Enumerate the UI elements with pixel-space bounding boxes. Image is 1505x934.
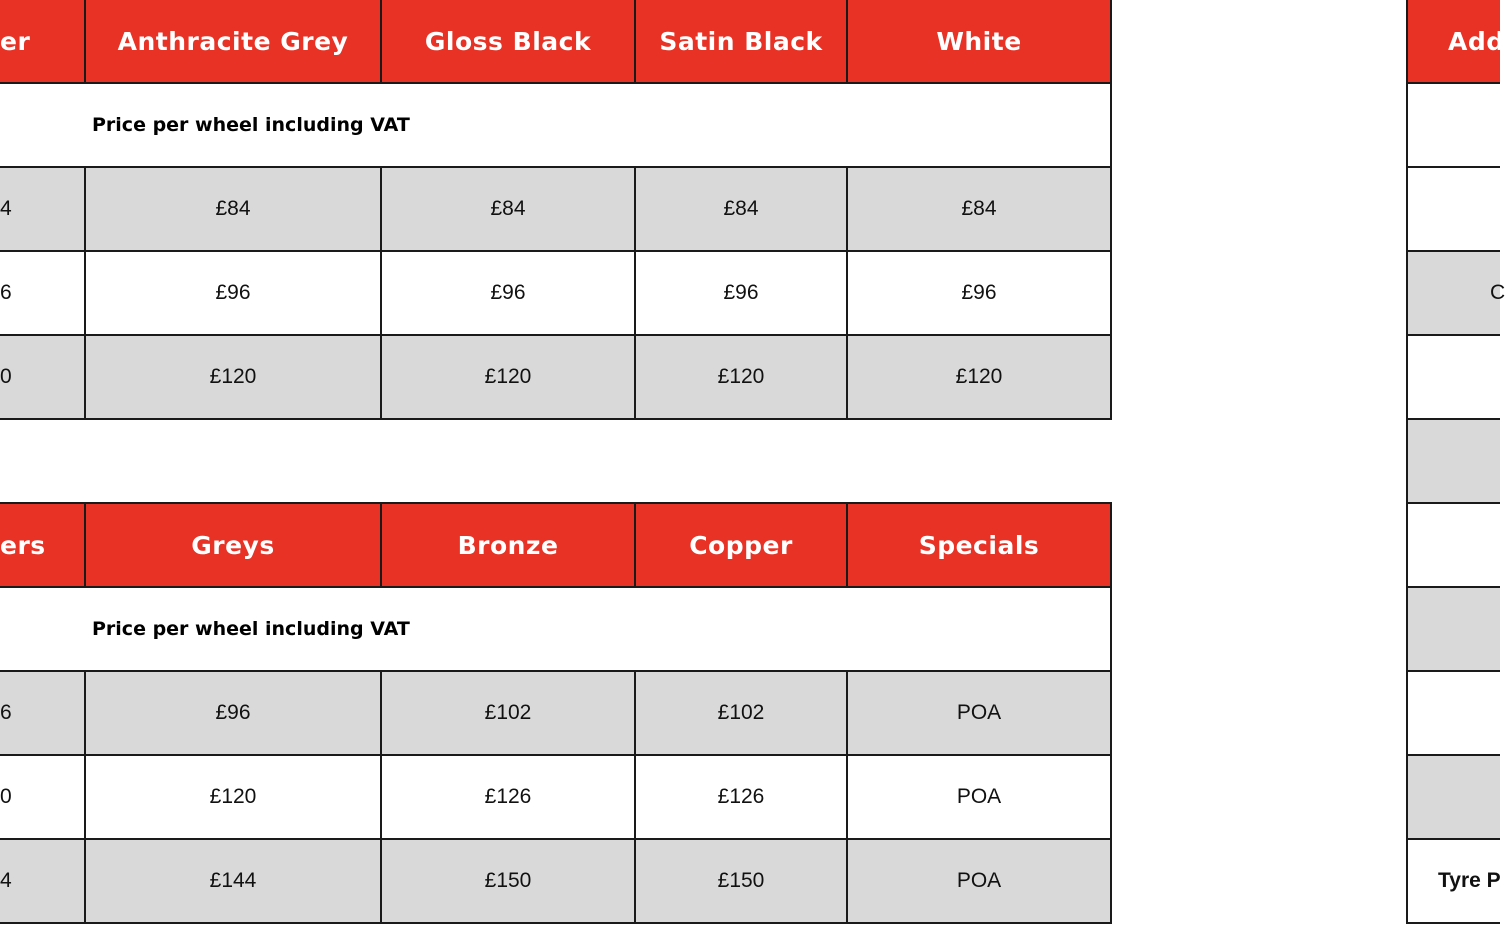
header-label: Add [1448, 26, 1505, 56]
cell-value: £96 [490, 281, 526, 304]
table-cell [636, 252, 848, 336]
header-cell-white [848, 0, 1112, 84]
table-cell [1408, 252, 1505, 336]
cell-value: £150 [484, 869, 532, 892]
table-cell [86, 756, 382, 840]
cell-value: 0 [0, 365, 12, 388]
table-cell [636, 336, 848, 420]
cell-value: £96 [215, 701, 251, 724]
cell-value: C [1490, 281, 1505, 304]
cell-value: POA [956, 785, 1002, 808]
table-cell-partial [0, 336, 86, 420]
table-cell [86, 672, 382, 756]
header-label: Bronze [457, 530, 559, 560]
tyre-row-label [1408, 840, 1500, 924]
table-cell [382, 336, 636, 420]
table-cell [1408, 336, 1500, 420]
cell-value: £144 [209, 869, 257, 892]
cell-value: £120 [209, 365, 257, 388]
table-cell [1408, 168, 1500, 252]
cell-value: £120 [484, 365, 532, 388]
table-cell [86, 168, 382, 252]
price-note [86, 84, 1112, 168]
header-label: Copper [689, 530, 793, 560]
cell-value: £96 [961, 281, 997, 304]
table-cell [1408, 672, 1500, 756]
table-cell [1408, 588, 1500, 672]
header-label: Specials [918, 530, 1040, 560]
price-note-text: Price per wheel including VAT [92, 618, 410, 640]
header-cell-satin-black [636, 0, 848, 84]
cell-value: 4 [0, 869, 12, 892]
cell-value: £126 [717, 785, 765, 808]
table-cell [382, 168, 636, 252]
cell-value: £150 [717, 869, 765, 892]
price-note [86, 588, 1112, 672]
table-cell [1408, 420, 1500, 504]
table-cell [848, 840, 1112, 924]
cell-value: £84 [961, 197, 997, 220]
header-label: Gloss Black [424, 26, 592, 56]
table-cell-partial [0, 756, 86, 840]
cell-value: £126 [484, 785, 532, 808]
table-cell [382, 840, 636, 924]
table-cell [636, 672, 848, 756]
table-cell-partial [0, 840, 86, 924]
header-cell-partial [0, 0, 86, 84]
header-label: White [936, 26, 1022, 56]
table-cell [382, 672, 636, 756]
cell-value: 6 [0, 281, 12, 304]
cell-value: POA [956, 869, 1002, 892]
table-cell-partial [0, 168, 86, 252]
header-cell-anthracite-grey [86, 0, 382, 84]
table-cell [1408, 756, 1500, 840]
header-cell-greys [86, 504, 382, 588]
price-note-text: Price per wheel including VAT [92, 114, 410, 136]
cell-value: £84 [723, 197, 759, 220]
table-cell [848, 672, 1112, 756]
table-cell [636, 840, 848, 924]
table-cell [848, 168, 1112, 252]
cell-value: £84 [490, 197, 526, 220]
table-cell [1408, 504, 1500, 588]
header-cell-additional [1408, 0, 1505, 84]
table-cell-partial [0, 252, 86, 336]
header-label: er [0, 26, 31, 56]
table-cell [382, 756, 636, 840]
header-label: Satin Black [659, 26, 823, 56]
table-cell [86, 336, 382, 420]
table-cell [636, 756, 848, 840]
header-cell-partial [0, 504, 86, 588]
table-cell [848, 756, 1112, 840]
note-row-left-cell [0, 84, 86, 168]
table-cell [86, 840, 382, 924]
cell-value: £102 [717, 701, 765, 724]
cell-value: POA [956, 701, 1002, 724]
cell-value: 4 [0, 197, 12, 220]
table-cell [848, 252, 1112, 336]
cell-value: £120 [955, 365, 1003, 388]
cell-value: £96 [723, 281, 759, 304]
cell-value: 0 [0, 785, 12, 808]
cell-value: £102 [484, 701, 532, 724]
table-cell [382, 252, 636, 336]
header-label: ers [0, 530, 46, 560]
table-cell [1408, 84, 1500, 168]
cell-value: Tyre P [1438, 869, 1501, 892]
table-cell [848, 336, 1112, 420]
header-label: Anthracite Grey [117, 26, 349, 56]
header-cell-specials [848, 504, 1112, 588]
cell-value: 6 [0, 701, 12, 724]
note-row-left-cell [0, 588, 86, 672]
cell-value: £120 [209, 785, 257, 808]
table-cell [86, 252, 382, 336]
header-cell-gloss-black [382, 0, 636, 84]
header-cell-copper [636, 504, 848, 588]
cell-value: £84 [215, 197, 251, 220]
table-cell-partial [0, 672, 86, 756]
table-cell [636, 168, 848, 252]
cell-value: £120 [717, 365, 765, 388]
header-cell-bronze [382, 504, 636, 588]
cell-value: £96 [215, 281, 251, 304]
header-label: Greys [191, 530, 275, 560]
